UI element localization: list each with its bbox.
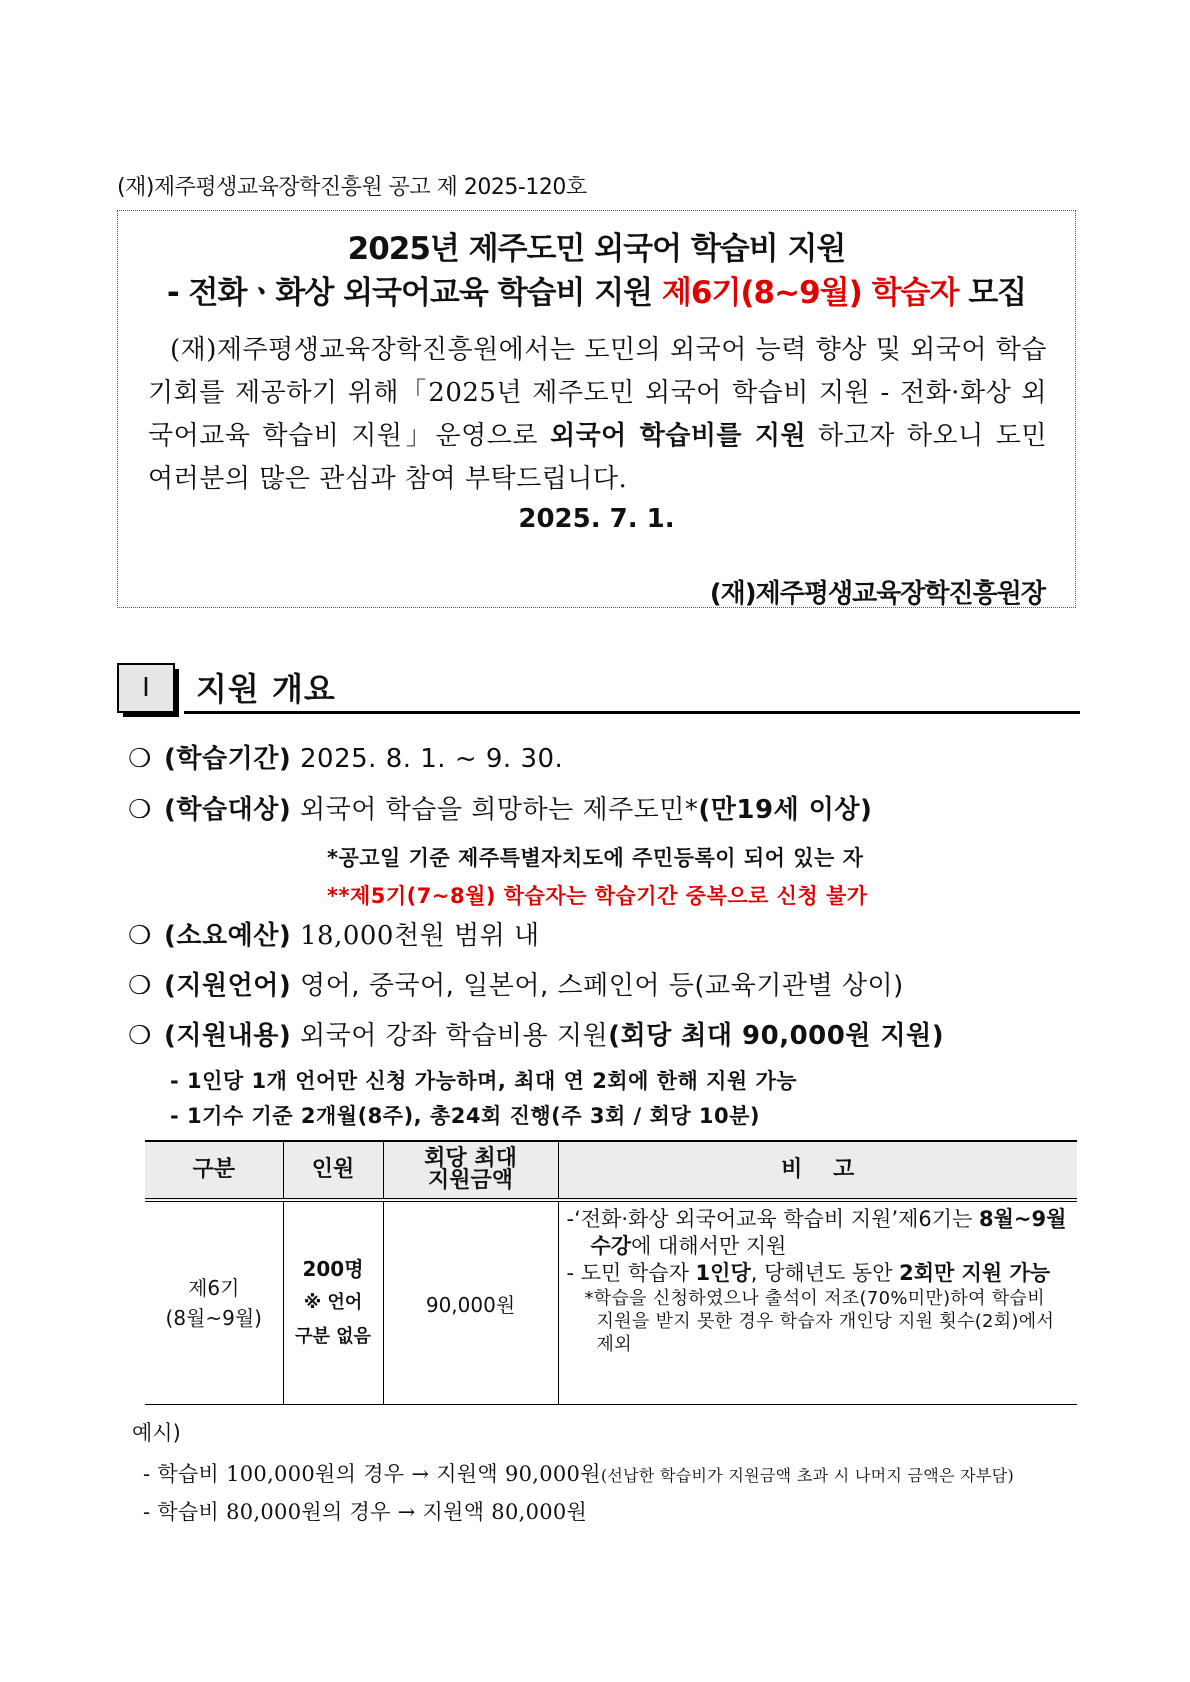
remark-2-text: - 도민 학습자 [566, 1261, 696, 1285]
header-remark: 비 고 [558, 1141, 1077, 1200]
example-1 [143, 1458, 1014, 1488]
overview-budget: ❍ (소요예산) 18,000천원 범위 내 [128, 921, 540, 951]
example-1-text: - 학습비 100,000원의 경우 → 지원액 90,000원 [143, 1462, 601, 1486]
people-cell [283, 1200, 383, 1405]
subtitle-prefix: - 전화ㆍ화상 외국어교육 학습비 지원 [166, 275, 662, 311]
notice-date: 2025. 7. 1. [518, 504, 675, 534]
amount-cell: 90,000원 [383, 1200, 558, 1405]
overview-language: ❍ (지원언어) 영어, 중국어, 일본어, 스페인어 등(교육기관별 상이) [128, 971, 904, 1001]
overview-content: ❍ (지원내용) 외국어 강좌 학습비용 지원(회당 최대 90,000원 지원) [128, 1021, 945, 1051]
remark-2-bold-1: 1인당 [695, 1261, 751, 1285]
section-divider [184, 711, 1080, 714]
content-note-2: - 1기수 기준 2개월(8주), 총24회 진행(주 3회 / 회당 10분) [170, 1104, 761, 1128]
circle-bullet-icon: ❍ [128, 744, 152, 774]
section-title: 지원 개요 [196, 670, 336, 708]
people-note-2: 구분 없음 [295, 1326, 371, 1347]
remark-1-end: 에 대해서만 지원 [631, 1234, 787, 1258]
section-number: Ⅰ [117, 663, 175, 713]
examples-title: 예시) [132, 1421, 181, 1445]
support-table [145, 1140, 1077, 1405]
remark-3: *학습을 신청하였으나 출석이 저조(70%미만)하여 학습비 지원을 받지 못한 경우 학습자 개인당 지원 횟수(2회)에서 제외 [584, 1288, 1055, 1355]
content-note-1: - 1인당 1개 언어만 신청 가능하며, 최대 연 2회에 한해 지원 가능 [170, 1069, 798, 1093]
example-2: - 학습비 80,000원의 경우 → 지원액 80,000원 [143, 1500, 588, 1524]
header-people: 인원 [283, 1141, 383, 1200]
remark-1-bold: 8월~9월 수강 [590, 1207, 1067, 1258]
table-header-row [145, 1141, 1077, 1200]
notice-intro [148, 329, 1047, 501]
circle-bullet-icon: ❍ [128, 921, 152, 951]
period-months: (8월~9월) [165, 1306, 262, 1330]
circle-bullet-icon: ❍ [128, 1021, 152, 1051]
example-1-note: (선납한 학습비가 지원금액 초과 시 나머지 금액은 자부담) [600, 1466, 1014, 1485]
intro-text-2: 하고자 하오니 도민 여러분의 많은 관심과 참여 부탁드립니다. [148, 421, 1047, 494]
notice-issuer: (재)제주평생교육장학진흥원장 [709, 579, 1045, 609]
period-label: 제6기 [188, 1276, 240, 1300]
remark-cell [558, 1200, 1077, 1405]
people-note-1: ※ 언어 [303, 1292, 363, 1313]
circle-bullet-icon: ❍ [128, 795, 152, 825]
target-note-1: *공고일 기준 제주특별자치도에 주민등록이 되어 있는 자 [327, 846, 864, 870]
notice-box [117, 210, 1076, 608]
period-cell [145, 1200, 283, 1405]
subtitle-highlight: 제6기(8~9월) 학습자 [661, 275, 959, 311]
remark-2 [567, 1260, 1068, 1287]
notice-number: (재)제주평생교육장학진흥원 공고 제 2025-120호 [117, 175, 587, 200]
intro-text-1: (재)제주평생교육장학진흥원에서는 도민의 외국어 능력 향상 및 외국어 학습 기회를 제공하기 위해「2025년 제주도민 외국어 학습비 지원 - 전화·화상 외국어교육 학습비 지원」운영으로 [148, 335, 1047, 451]
header-amount: 회당 최대 지원금액 [383, 1141, 558, 1200]
subtitle-suffix: 모집 [958, 275, 1027, 311]
notice-title: 2025년 제주도민 외국어 학습비 지원 [347, 231, 846, 267]
remark-2-bold-2: 2회만 지원 가능 [899, 1261, 1051, 1285]
people-count: 200명 [302, 1257, 364, 1281]
header-category: 구분 [145, 1141, 283, 1200]
target-note-2: **제5기(7~8월) 학습자는 학습기간 중복으로 신청 불가 [327, 884, 868, 908]
overview-period: ❍ (학습기간) 2025. 8. 1. ~ 9. 30. [128, 744, 564, 774]
overview-target: ❍ (학습대상) 외국어 학습을 희망하는 제주도민*(만19세 이상) [128, 795, 873, 825]
notice-subtitle [118, 267, 1075, 312]
circle-bullet-icon: ❍ [128, 971, 152, 1001]
remark-2-mid: , 당해년도 동안 [750, 1261, 900, 1285]
remark-1 [567, 1206, 1068, 1260]
intro-bold: 외국어 학습비를 지원 [549, 421, 807, 451]
remark-1-text: -‘전화·화상 외국어교육 학습비 지원’제6기는 [566, 1207, 980, 1231]
table-row [145, 1200, 1077, 1405]
